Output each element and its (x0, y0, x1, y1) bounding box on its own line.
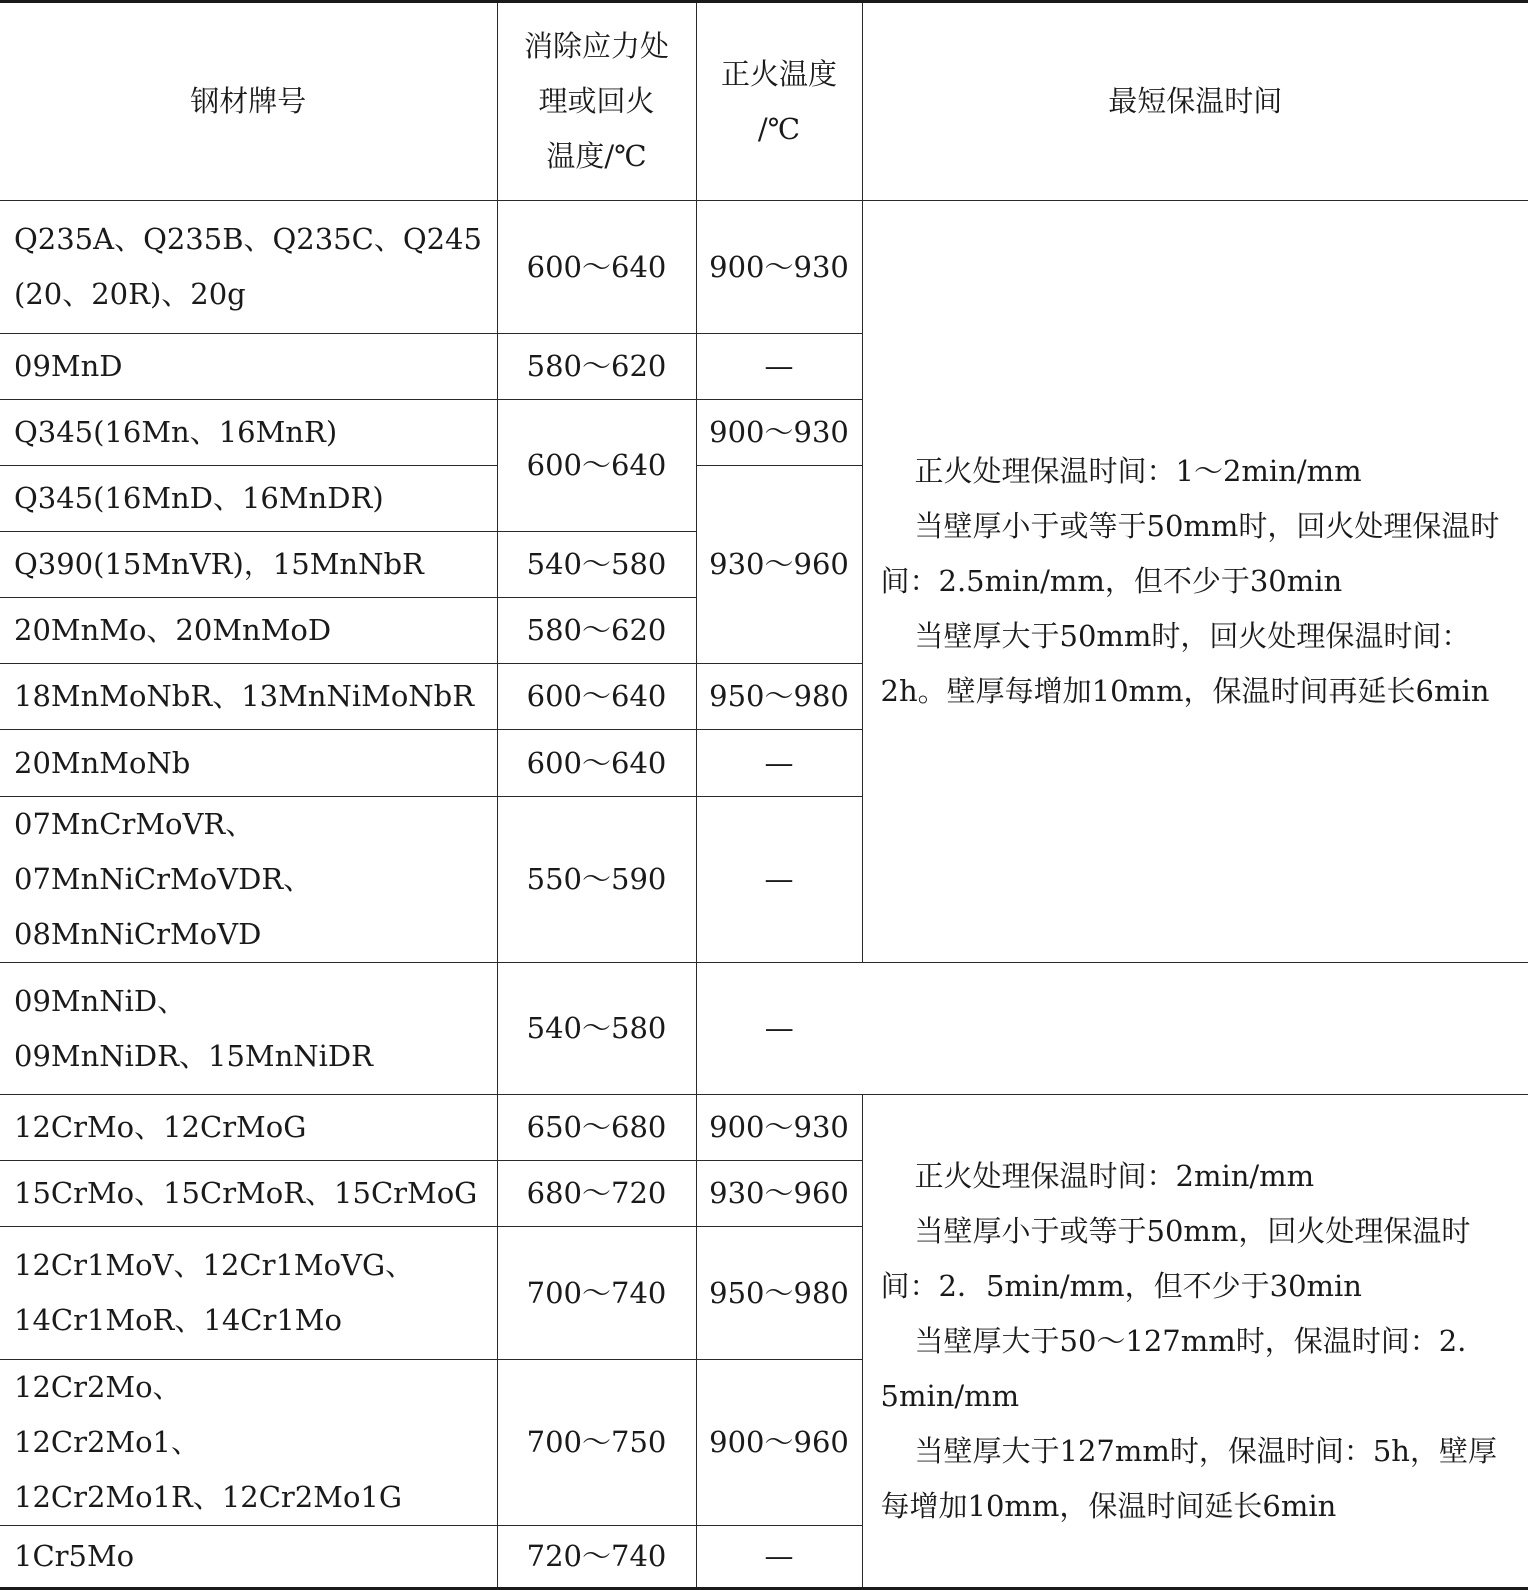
hold-time-notes-carbon-steel (862, 201, 1528, 963)
temper-temp: 600～640 (497, 201, 696, 334)
normalizing-temp: 930～960 (696, 1161, 862, 1227)
table-row (0, 201, 1528, 334)
note-line: 正火处理保温时间：1～2min/mm (914, 454, 1362, 488)
normalizing-temp: 900～930 (696, 1095, 862, 1161)
hold-time-notes-cr-mo-steel (862, 1095, 1528, 1589)
note-line: 当壁厚大于50～127mm时，保温时间：2．5min/mm (880, 1323, 1487, 1413)
header-min-hold-time: 最短保温时间 (862, 2, 1528, 201)
temper-temp: 580～620 (497, 334, 696, 400)
note-line: 正火处理保温时间：2min/mm (914, 1158, 1315, 1193)
temper-temp: 600～640 (497, 730, 696, 797)
steel-grade: 09MnNiD、 09MnNiDR、15MnNiDR (0, 963, 497, 1095)
temper-temp: 580～620 (497, 598, 696, 664)
normalizing-temp: — (696, 334, 862, 400)
normalizing-temp: 900～930 (696, 201, 862, 334)
temper-temp: 600～640 (497, 400, 696, 532)
header-stress-relief-temp: 消除应力处 理或回火 温度/℃ (497, 2, 696, 201)
temper-temp: 680～720 (497, 1161, 696, 1227)
note-line: 当壁厚小于或等于50mm，回火处理保温时间：2．5min/mm，但不少于30min (880, 1213, 1471, 1303)
note-line: 当壁厚大于50mm时，回火处理保温时间：2h。壁厚每增加10mm，保温时间再延长6min (880, 619, 1490, 708)
temper-temp: 540～580 (497, 963, 696, 1095)
header-grade: 钢材牌号 (0, 2, 497, 201)
normalizing-temp: 900～960 (696, 1360, 862, 1526)
temper-temp: 720～740 (497, 1526, 696, 1589)
steel-grade: 07MnCrMoVR、 07MnNiCrMoVDR、 08MnNiCrMoVD (0, 797, 497, 963)
note-line: 当壁厚大于127mm时，保温时间：5h，壁厚每增加10mm，保温时间延长6min (880, 1433, 1497, 1523)
steel-grade: Q345(16Mn、16MnR) (0, 400, 497, 466)
steel-grade: Q390(15MnVR)，15MnNbR (0, 532, 497, 598)
temper-temp: 540～580 (497, 532, 696, 598)
steel-grade: 12CrMo、12CrMoG (0, 1095, 497, 1161)
header-normalizing-temp: 正火温度 /℃ (696, 2, 862, 201)
steel-grade: Q345(16MnD、16MnDR) (0, 466, 497, 532)
steel-grade: 18MnMoNbR、13MnNiMoNbR (0, 664, 497, 730)
temper-temp: 650～680 (497, 1095, 696, 1161)
normalizing-temp: 930～960 (696, 466, 862, 664)
normalizing-temp: 900～930 (696, 400, 862, 466)
temper-temp: 700～740 (497, 1227, 696, 1360)
steel-grade: Q235A、Q235B、Q235C、Q245 (20、20R)、20g (0, 201, 497, 334)
steel-grade: 20MnMo、20MnMoD (0, 598, 497, 664)
temper-temp: 700～750 (497, 1360, 696, 1526)
steel-grade: 12Cr2Mo、 12Cr2Mo1、 12Cr2Mo1R、12Cr2Mo1G (0, 1360, 497, 1526)
steel-grade: 12Cr1MoV、12Cr1MoVG、 14Cr1MoR、14Cr1Mo (0, 1227, 497, 1360)
normalizing-temp: 950～980 (696, 1227, 862, 1360)
normalizing-temp: 950～980 (696, 664, 862, 730)
steel-grade: 15CrMo、15CrMoR、15CrMoG (0, 1161, 497, 1227)
table-row (0, 1095, 1528, 1161)
header-row (0, 2, 1528, 201)
table-row (0, 963, 1528, 1095)
normalizing-temp: — (696, 963, 862, 1095)
note-line: 当壁厚小于或等于50mm时，回火处理保温时间：2.5min/mm，但不少于30min (880, 509, 1500, 598)
steel-grade: 20MnMoNb (0, 730, 497, 797)
normalizing-temp: — (696, 730, 862, 797)
steel-grade: 09MnD (0, 334, 497, 400)
normalizing-temp: — (696, 797, 862, 963)
steel-grade: 1Cr5Mo (0, 1526, 497, 1589)
temper-temp: 550～590 (497, 797, 696, 963)
normalizing-temp: — (696, 1526, 862, 1589)
temper-temp: 600～640 (497, 664, 696, 730)
